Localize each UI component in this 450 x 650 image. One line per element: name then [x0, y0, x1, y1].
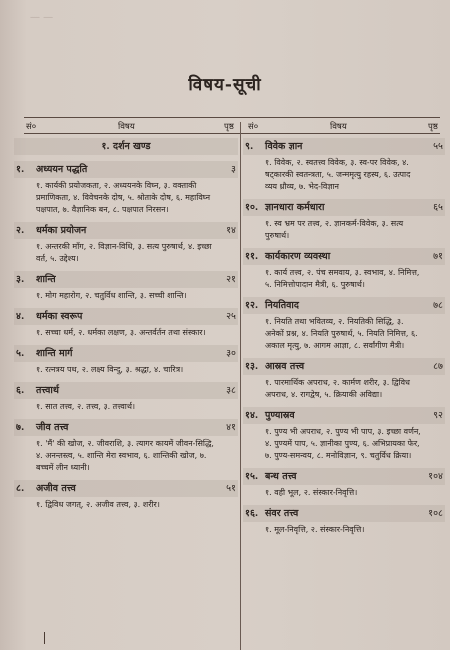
- section-items: १. नियति तथा भवितव्य, २. नियतिकी सिद्धि, ३. अनेकों प्रश्न, ४. नियति पुरुषार्थ, ५. नियति निमित्त, ६. अकाल मृत्यु, ७. आगम आज्ञा, ८. सर्वांगीण मैत्री।: [265, 317, 418, 350]
- right-column: [243, 138, 445, 542]
- header-sno-right: सं०: [248, 122, 259, 132]
- page-number: ७१: [433, 251, 443, 262]
- section-title: धर्मका स्वरूप: [36, 311, 83, 322]
- column-divider: [240, 122, 241, 650]
- page-number: ४१: [226, 422, 236, 433]
- section-items: १. अन्तरकी माँग, २. विज्ञान-विधि, ३. सत्य पुरुषार्थ, ४. इच्छा वर्त, ५. उद्देश्य।: [36, 242, 212, 263]
- section-items: १. विवेक, २. स्वतत्त्व विवेक, ३. स्व-पर विवेक, ४. षट्कारकी स्वतन्त्रता, ५. जन्ममृत्यु रहस्य, ६. उत्पाद व्यय ध्रौव्य, ७. भेद-विज्ञान: [265, 158, 411, 191]
- page-number: ९२: [433, 410, 443, 421]
- page-number: ३०: [226, 348, 236, 359]
- header-sno-left: सं०: [26, 122, 37, 132]
- section-items: १. पुण्य भी अपराध, २. पुण्य भी पाप, ३. इच्छा वर्णन, ४. पुण्यमें पाप, ५. ज्ञानीका पुण्य, ६. अभिप्रायका फेर, ७. पुण्य-समन्वय, ८. मनोविज्ञान, ९. चतुर्विध क्रिया।: [265, 427, 421, 460]
- section-title: नियतिवाद: [265, 300, 299, 311]
- section-items: १. पारमार्थिक अपराध, २. कार्मण शरीर, ३. द्विविध अपराध, ४. रागद्वेष, ५. क्रियाकी अविद्या।: [265, 378, 410, 399]
- page-number: ७८: [433, 300, 443, 311]
- left-column: [14, 138, 238, 517]
- table-header-rule: [24, 133, 440, 134]
- page-number: ८७: [433, 361, 443, 372]
- page-number: ३: [231, 164, 236, 175]
- page-number: २१: [226, 274, 236, 285]
- page-number: १०८: [428, 508, 443, 519]
- page-number: ५१: [226, 483, 236, 494]
- page-number: १०४: [428, 471, 443, 482]
- section-7: ७. जीव तत्त्व ४१ १. 'मैं' की खोज, २. जीवराशि, ३. त्यागर कायमें जीवन-सिद्धि, ४. अनन्तस्त्व, ५. शान्ति मेरा स्वभाव, ६. शान्तिकी खोज, ७. बच्चमें लीन ध्यानी।: [14, 419, 238, 474]
- section-items: १. सात तत्त्व, २. तत्त्व, ३. तत्त्वार्थ।: [36, 402, 135, 411]
- section-6: ६. तत्त्वार्थ ३८ १. सात तत्त्व, २. तत्त्व, ३. तत्त्वार्थ।: [14, 382, 238, 413]
- section-3: ३. शान्ति २१ १. मोग महारोग, २. चतुर्विध शान्ति, ३. सच्ची शान्ति।: [14, 271, 238, 302]
- page-number: ६५: [433, 202, 443, 213]
- section-11: ११. कार्यकारण व्यवस्था ७१ १. कार्य तत्त्व, २. पंच समवाय, ३. स्वभाव, ४. निमित्त, ५. निमित्तोपादान मैत्री, ६. पुरुषार्थ।: [243, 248, 445, 291]
- section-items: १. वही भूल, २. संस्कार-निवृत्ति।: [265, 488, 358, 497]
- header-page-right: पृष्ठ: [428, 122, 438, 132]
- section-title: कार्यकारण व्यवस्था: [265, 251, 331, 262]
- section-15: १५. बन्ध तत्त्व १०४ १. वही भूल, २. संस्कार-निवृत्ति।: [243, 468, 445, 499]
- page-title: विषय-सूची: [188, 75, 262, 95]
- section-items: १. 'मैं' की खोज, २. जीवराशि, ३. त्यागर कायमें जीवन-सिद्धि, ४. अनन्तस्त्व, ५. शान्ति मेरा स्वभाव, ६. शान्तिकी खोज, ७. बच्चमें लीन ध्यानी।: [36, 439, 214, 472]
- section-items: १. कार्यकी प्रयोजकता, २. अध्ययनके विघ्न, ३. वक्ताकी प्रमाणिकता, ४. विवेचनके दोष, ५. श्रोताके दोष, ६. महाविघ्न पक्षपात, ७. वैज्ञानिक बन, ८. पक्षपात निरसन।: [36, 181, 211, 214]
- section-items: १. द्विविध जगत्, २. अजीव तत्त्व, ३. शरीर।: [36, 500, 160, 509]
- section-title: शान्ति मार्ग: [36, 348, 73, 359]
- header-subject-right: विषय: [330, 122, 347, 132]
- table-top-rule: [24, 117, 440, 118]
- section-title: तत्त्वार्थ: [36, 385, 59, 396]
- section-items: १. रत्नत्रय पथ, २. लक्ष्य विन्दु, ३. श्रद्धा, ४. चारित्र।: [36, 365, 184, 374]
- header-page-left: पृष्ठ: [224, 122, 234, 132]
- section-5: ५. शान्ति मार्ग ३० १. रत्नत्रय पथ, २. लक्ष्य विन्दु, ३. श्रद्धा, ४. चारित्र।: [14, 345, 238, 376]
- section-title: धर्मका प्रयोजन: [36, 225, 87, 236]
- section-title: विवेक ज्ञान: [265, 141, 303, 152]
- section-16: १६. संवर तत्त्व १०८ १. मूल-निवृत्ति, २. संस्कार-निवृत्ति।: [243, 505, 445, 536]
- section-13: १३. आस्रव तत्त्व ८७ १. पारमार्थिक अपराध, २. कार्मण शरीर, ३. द्विविध अपराध, ४. रागद्वेष, ५. क्रियाकी अविद्या।: [243, 358, 445, 401]
- section-title: शान्ति: [36, 274, 56, 285]
- section-title: अजीव तत्त्व: [36, 483, 76, 494]
- part-heading: १. दर्शन खण्ड: [101, 141, 151, 152]
- section-12: १२. नियतिवाद ७८ १. नियति तथा भवितव्य, २. नियतिकी सिद्धि, ३. अनेकों प्रश्न, ४. नियति पुरुषार्थ, ५. नियति निमित्त, ६. अकाल मृत्यु, ७. आगम आज्ञा, ८. सर्वांगीण मैत्री।: [243, 297, 445, 352]
- section-items: १. मूल-निवृत्ति, २. संस्कार-निवृत्ति।: [265, 525, 365, 534]
- section-title: पुण्यास्रव: [265, 410, 295, 421]
- section-14: १४. पुण्यास्रव ९२ १. पुण्य भी अपराध, २. पुण्य भी पाप, ३. इच्छा वर्णन, ४. पुण्यमें पाप, ५. ज्ञानीका पुण्य, ६. अभिप्रायका फेर, ७. पुण्य-समन्वय, ८. मनोविज्ञान, ९. चतुर्विध क्रिया।: [243, 407, 445, 462]
- page-number: २५: [226, 311, 236, 322]
- page-number: ५५: [433, 141, 443, 152]
- section-part-1: [14, 138, 238, 155]
- section-title: आस्रव तत्त्व: [265, 361, 305, 372]
- section-title: अध्ययन पद्धति: [36, 164, 88, 175]
- section-1: १. अध्ययन पद्धति ३ १. कार्यकी प्रयोजकता, २. अध्ययनके विघ्न, ३. वक्ताकी प्रमाणिकता, ४. विवेचनके दोष, ५. श्रोताके दोष, ६. महाविघ्न पक्षपात, ७. वैज्ञानिक बन, ८. पक्षपात निरसन।: [14, 161, 238, 216]
- page-number: १४: [226, 225, 236, 236]
- section-8: ८. अजीव तत्त्व ५१ १. द्विविध जगत्, २. अजीव तत्त्व, ३. शरीर।: [14, 480, 238, 511]
- section-title: जीव तत्त्व: [36, 422, 69, 433]
- margin-mark: [44, 632, 45, 644]
- section-items: १. स्व भ्रम पर तत्त्व, २. ज्ञानकर्म-विवेक, ३. सत्य पुरुषार्थ।: [265, 219, 404, 240]
- section-items: १. सच्चा धर्म, २. धर्मका लक्षण, ३. अन्तर्वर्तन तथा संस्कार।: [36, 328, 206, 337]
- page-number: ३८: [226, 385, 236, 396]
- section-items: १. मोग महारोग, २. चतुर्विध शान्ति, ३. सच्ची शान्ति।: [36, 291, 187, 300]
- show-through-text: — —: [30, 12, 54, 23]
- section-2: २. धर्मका प्रयोजन १४ १. अन्तरकी माँग, २. विज्ञान-विधि, ३. सत्य पुरुषार्थ, ४. इच्छा वर्त, ५. उद्देश्य।: [14, 222, 238, 265]
- section-9: ९. विवेक ज्ञान ५५ १. विवेक, २. स्वतत्त्व विवेक, ३. स्व-पर विवेक, ४. षट्कारकी स्वतन्त्रता, ५. जन्ममृत्यु रहस्य, ६. उत्पाद व्यय ध्रौव्य, ७. भेद-विज्ञान: [243, 138, 445, 193]
- section-items: १. कार्य तत्त्व, २. पंच समवाय, ३. स्वभाव, ४. निमित्त, ५. निमित्तोपादान मैत्री, ६. पुरुषार्थ।: [265, 268, 420, 289]
- header-subject-left: विषय: [118, 122, 135, 132]
- section-4: ४. धर्मका स्वरूप २५ १. सच्चा धर्म, २. धर्मका लक्षण, ३. अन्तर्वर्तन तथा संस्कार।: [14, 308, 238, 339]
- section-title: बन्ध तत्त्व: [265, 471, 297, 482]
- section-title: ज्ञानधारा कर्मधारा: [265, 202, 325, 213]
- section-title: संवर तत्त्व: [265, 508, 299, 519]
- section-10: १०. ज्ञानधारा कर्मधारा ६५ १. स्व भ्रम पर तत्त्व, २. ज्ञानकर्म-विवेक, ३. सत्य पुरुषार्थ।: [243, 199, 445, 242]
